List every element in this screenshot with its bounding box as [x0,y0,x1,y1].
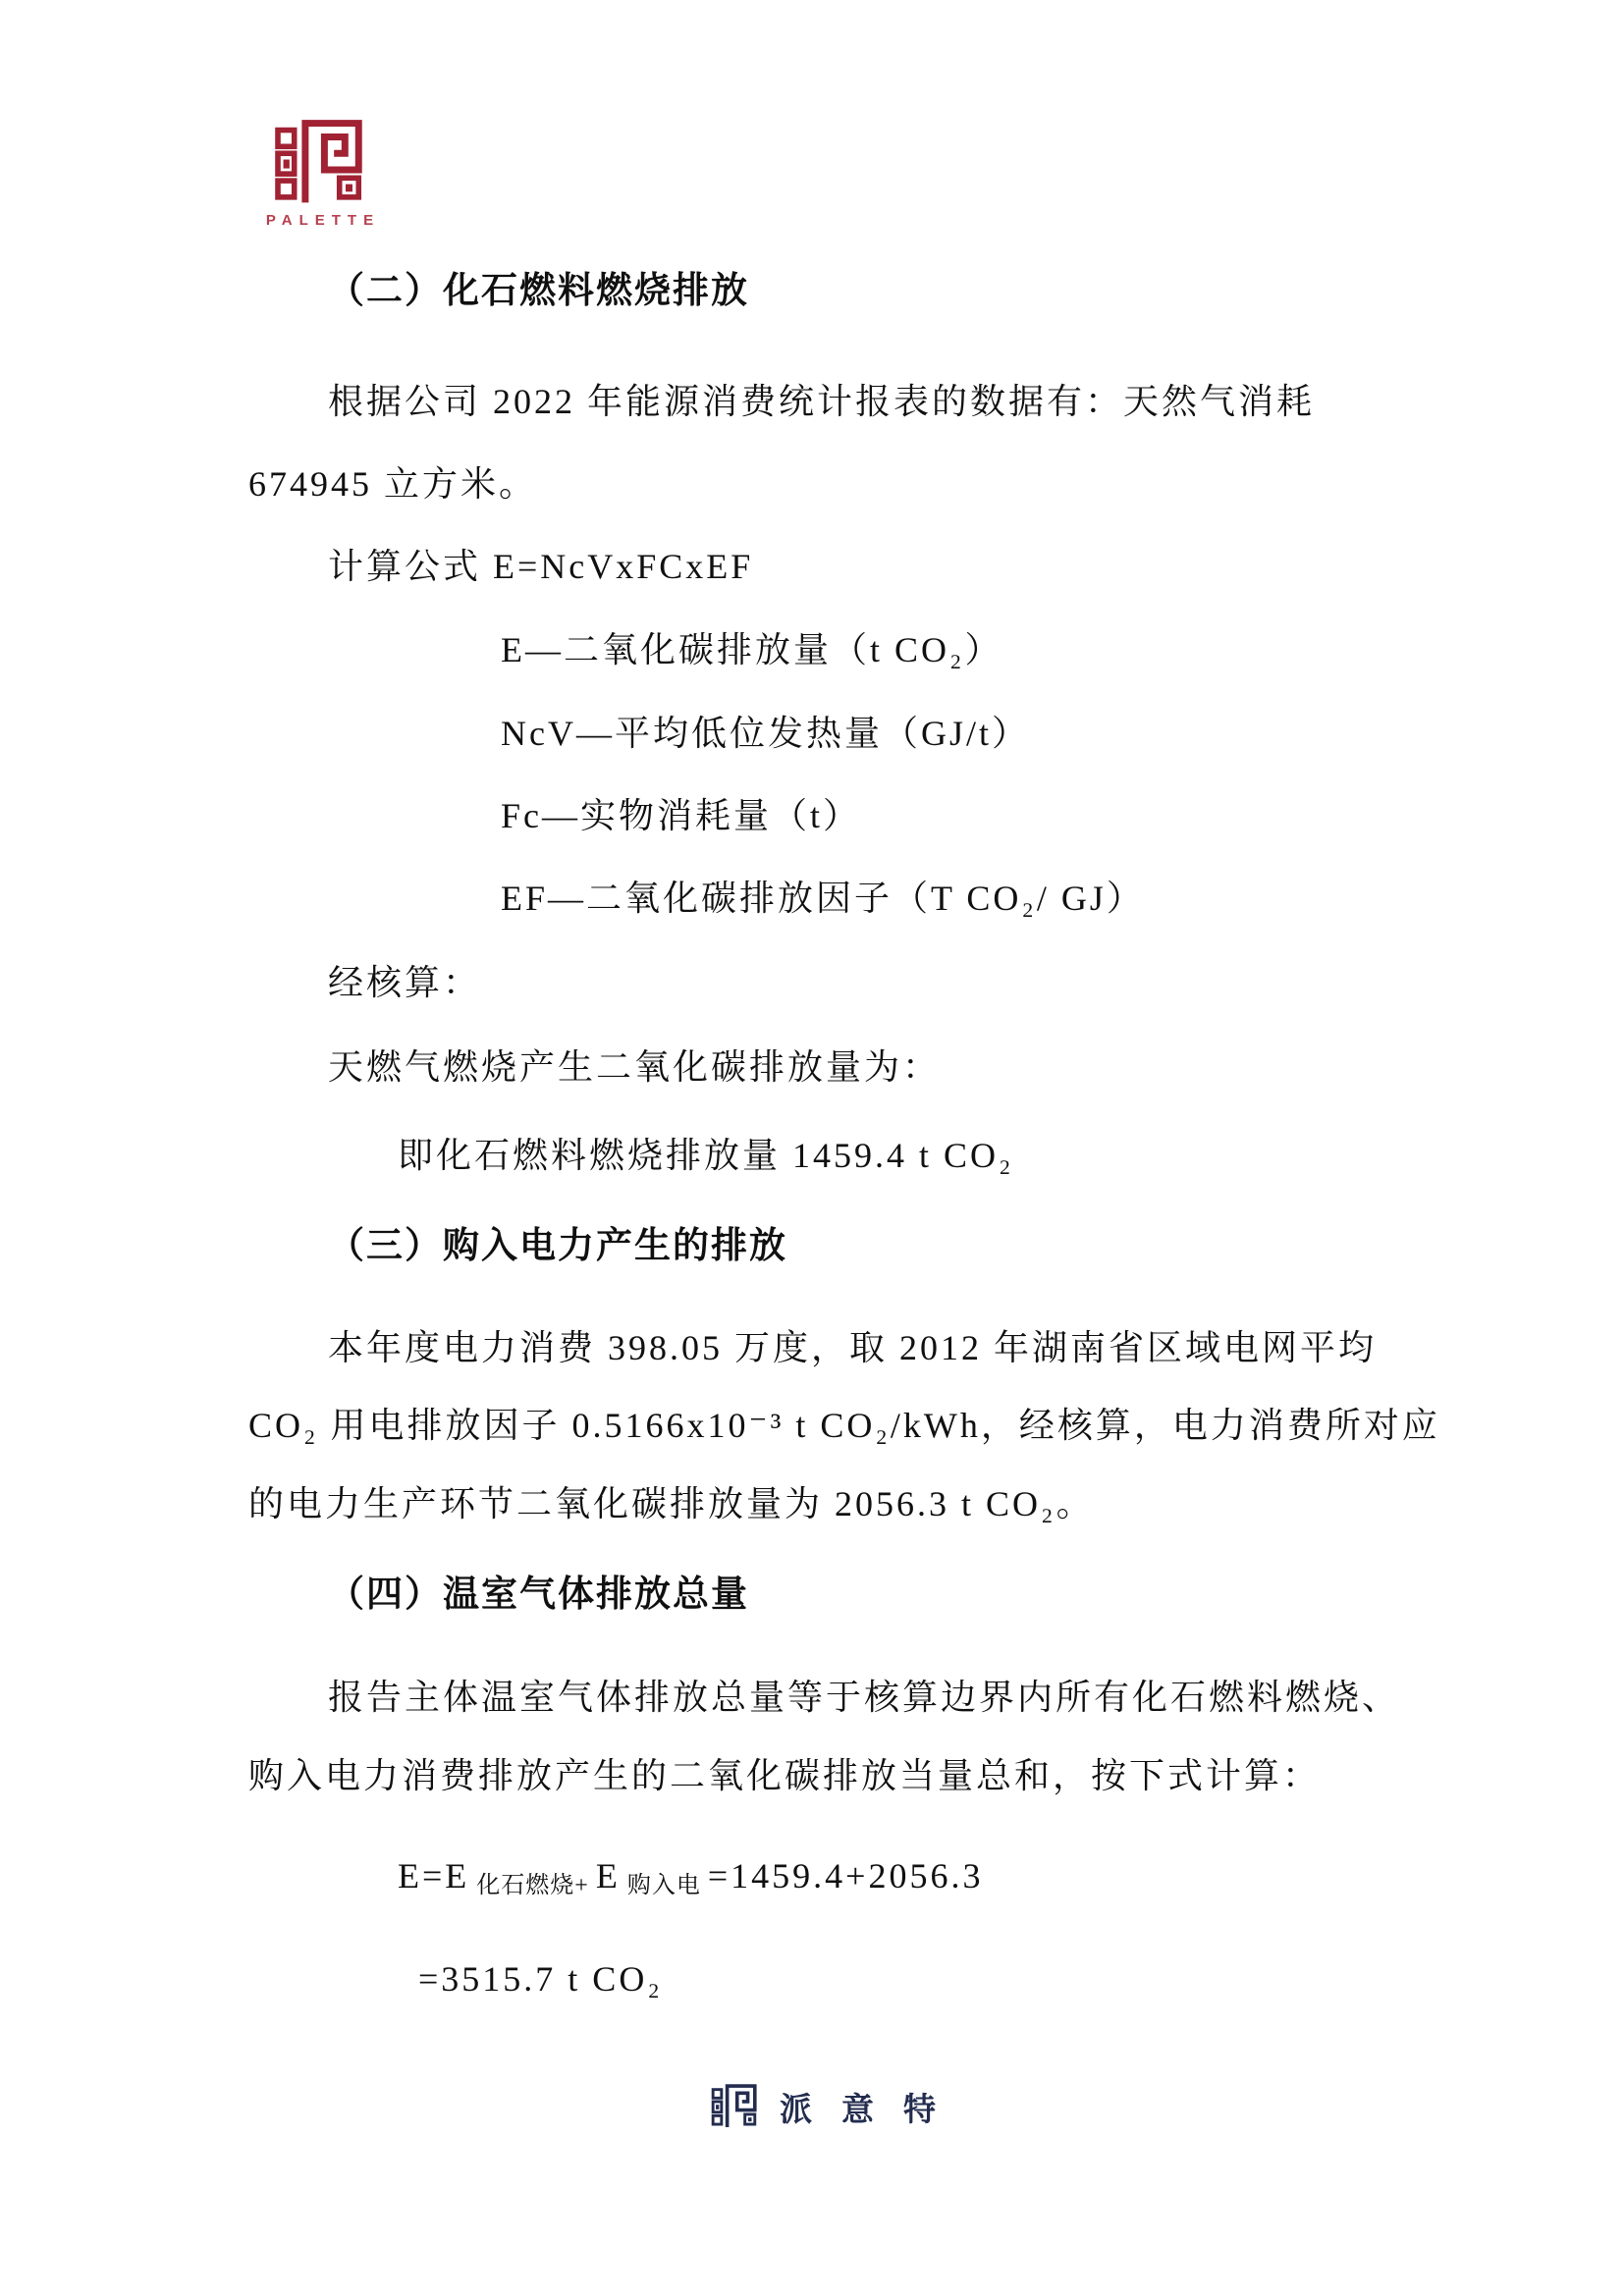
fossil-para-line1: 根据公司 2022 年能源消费统计报表的数据有：天然气消耗 [328,382,1316,421]
palette-logo-icon [272,118,374,208]
definition-ef: EF—二氧化碳排放因子（T CO₂/ GJ） [501,879,1145,918]
brand-logo-text: PALETTE [265,212,381,229]
definition-e: E—二氧化碳排放量（t CO₂） [501,630,1003,669]
formula-subscript-purchased: 购入电 [626,1873,701,1898]
total-para-line1: 报告主体温室气体排放总量等于核算边界内所有化石燃料燃烧、 [328,1678,1401,1717]
section-heading-purchased-power: （三）购入电力产生的排放 [328,1225,787,1265]
after-check-label: 经核算： [328,963,482,1002]
calc-formula-intro: 计算公式 E=NcVxFCxEF [328,547,754,586]
power-para-line1: 本年度电力消费 398.05 万度，取 2012 年湖南省区域电网平均 [328,1328,1378,1367]
formula-part-3: =1459.4+2056.3 [707,1856,984,1896]
total-emission-formula [398,1857,983,1898]
fossil-para-line2: 674945 立方米。 [248,464,538,504]
gas-result-intro: 天燃气燃烧产生二氧化碳排放量为： [328,1047,942,1087]
section-heading-fossil-fuel: （二）化石燃料燃烧排放 [328,270,749,310]
formula-part-1: E=E [398,1856,470,1896]
footer-logo-icon [711,2083,762,2130]
definition-fc: Fc—实物消耗量（t） [501,796,862,835]
total-para-line2: 购入电力消费排放产生的二氧化碳排放当量总和，按下式计算： [248,1756,1322,1795]
footer-brand-text: 派意特 [780,2090,965,2127]
power-para-line3: 的电力生产环节二氧化碳排放量为 2056.3 t CO₂。 [248,1484,1095,1523]
power-para-line2: CO₂ 用电排放因子 0.5166x10⁻³ t CO₂/kWh，经核算，电力消费所对应 [248,1406,1440,1445]
footer-brand [711,2083,965,2130]
brand-logo [265,118,381,229]
formula-subscript-fossil: 化石燃烧+ [476,1873,589,1898]
definition-ncv: NcV—平均低位发热量（GJ/t） [501,714,1030,753]
section-heading-total-ghg: （四）温室气体排放总量 [328,1574,749,1614]
total-emission-result: =3515.7 t CO₂ [418,1959,663,1999]
formula-part-2: E [595,1856,621,1896]
fossil-result-line: 即化石燃料燃烧排放量 1459.4 t CO₂ [398,1136,1014,1175]
